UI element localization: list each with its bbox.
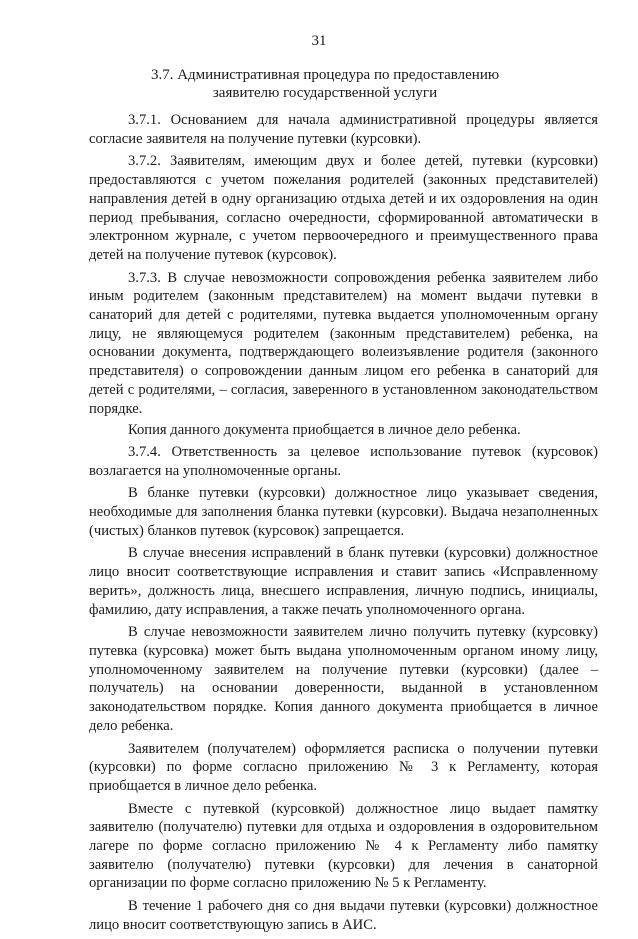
section-title: [90, 66, 560, 102]
paragraph-corrections: В случае внесения исправлений в бланк путевки (курсовки) должностное лицо вносит соответствующие исправления и ставит запись «Исправленному верить», должность лица, внесшего исправления, личную подпись, инициалы, фамилию, дату исправления, а также печать уполномоченного органа.: [89, 545, 598, 618]
paragraph-ais-record: В течение 1 рабочего дня со дня выдачи путевки (курсовки) должностное лицо вносит соответствующую запись в АИС.: [89, 898, 598, 933]
document-body: [89, 111, 598, 939]
paragraph-receipt: Заявителем (получателем) оформляется расписка о получении путевки (курсовки) по форме согласно приложению № 3 к Регламенту, которая приобщается в личное дело ребенка.: [89, 740, 598, 794]
paragraph-3-7-1: 3.7.1. Основанием для начала административной процедуры является согласие заявителя на получение путевки (курсовки).: [89, 112, 598, 147]
paragraph-3-7-2: 3.7.2. Заявителям, имеющим двух и более детей, путевки (курсовки) предоставляются с учетом пожелания родителей (законных представителей) направления детей в одну организацию отдыха детей и их оздоровления на один период пребывания, согласно очередности, сформированной автоматически в электронном журнале, с учетом первоочередного и преимущественного права детей на получение путевок (курсовок).: [89, 153, 598, 263]
paragraph-copy-note: Копия данного документа приобщается в личное дело ребенка.: [128, 422, 521, 439]
section-title-line-1: 3.7. Административная процедура по предоставлению: [150, 67, 500, 83]
paragraph-3-7-4: 3.7.4. Ответственность за целевое использование путевок (курсовок) возлагается на уполномоченные органы.: [89, 443, 598, 479]
paragraph-blank-form: В бланке путевки (курсовки) должностное лицо указывает сведения, необходимые для заполнения бланка путевки (курсовки). Выдача незаполненных (чистых) бланков путевок (курсовок) запрещается.: [89, 485, 598, 539]
paragraph-proxy-recipient: В случае невозможности заявителем лично получить путевку (курсовку) путевка (курсовка) может быть выдана уполномоченным органом иному лицу, уполномоченному заявителем на получение путевки (курсовки) (далее – получатель) на основании доверенности, выданной в установленном законодательством порядке. Копия данного документа приобщается в личное дело ребенка.: [89, 624, 598, 734]
section-title-line-2: заявителю государственной услуги: [212, 85, 438, 101]
paragraph-memo: Вместе с путевкой (курсовкой) должностное лицо выдает памятку заявителю (получателю) путевки для отдыха и оздоровления в оздоровительном лагере по форме согласно приложению № 4 к Регламенту либо памятку заявителю (получателю) путевки (курсовки) для лечения в санаторной организации по форме согласно приложению № 5 к Регламенту.: [89, 800, 598, 892]
page-number: 31: [311, 33, 327, 49]
paragraph-3-7-3: 3.7.3. В случае невозможности сопровождения ребенка заявителем либо иным родителем (законным представителем) на момент выдачи путевки в санаторий для детей с родителями, путевка выдается уполномоченным органу лицу, не являющемуся родителем (законным представителем) ребенка, на основании документа, подтверждающего волеизъявление родителя (законного представителя) о сопровождении данным лицом его ребенка в санаторий для детей с родителями, – согласия, заверенного в установленном законодательством порядке.: [89, 269, 598, 417]
